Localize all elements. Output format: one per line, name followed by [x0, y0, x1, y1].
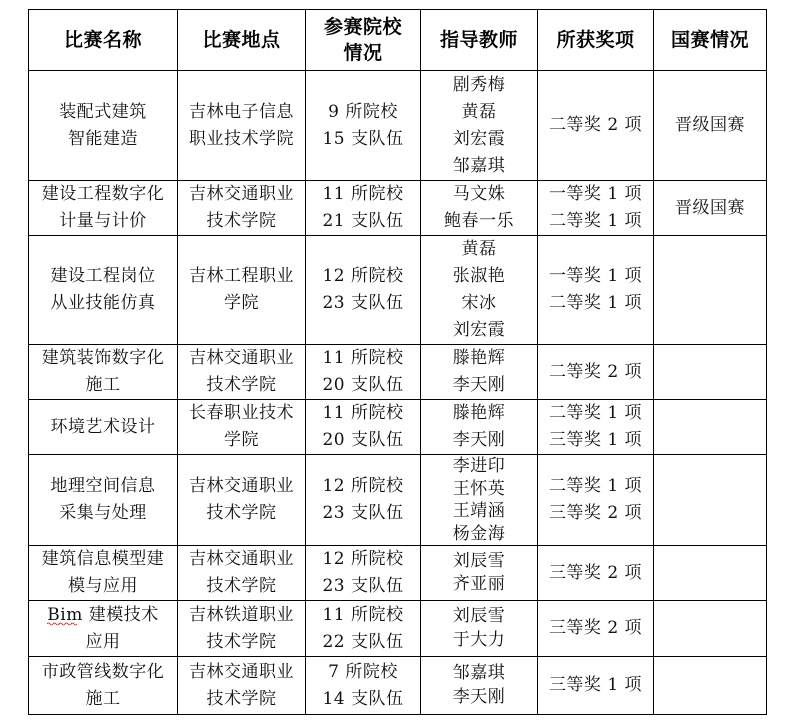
- participants-line: 11 所院校: [322, 348, 404, 368]
- participants-line: 23 支队伍: [322, 293, 404, 313]
- table-row: [29, 455, 767, 546]
- advisors-cell: [421, 657, 538, 715]
- competition-name-cell: [29, 345, 178, 400]
- venue-line: 吉林工程职业: [189, 266, 294, 286]
- advisor-name: 王怀英: [452, 478, 506, 499]
- table-row: [29, 546, 767, 601]
- competition-name-line: 建筑装饰数字化: [41, 348, 165, 368]
- participants-line: 20 支队伍: [322, 430, 404, 450]
- venue-line: 职业技术学院: [189, 128, 294, 149]
- table-row: [29, 345, 767, 400]
- header-participants: [306, 10, 421, 71]
- spellcheck-anchor: [47, 602, 158, 629]
- venue-line: 技术学院: [206, 631, 277, 652]
- award-line: 二等奖 2 项: [548, 361, 643, 382]
- participants-line: 11 所院校: [322, 604, 404, 625]
- header-label: 比赛名称: [63, 29, 142, 51]
- venue-line: 吉林交通职业: [189, 549, 294, 569]
- venue-line: 技术学院: [206, 688, 277, 709]
- national-status-cell: [654, 455, 767, 546]
- venue-line: 吉林铁道职业: [189, 604, 294, 625]
- advisor-name: 刘宏霞: [452, 128, 506, 149]
- venue-cell: [178, 236, 306, 345]
- competition-name-cell: [29, 455, 178, 546]
- award-line: 三等奖 2 项: [548, 503, 643, 523]
- awards-cell: [538, 657, 654, 715]
- header-competition-name: [29, 10, 178, 71]
- advisor-name: 李进印: [452, 456, 506, 476]
- competition-name-cell: [29, 236, 178, 345]
- advisor-name: 齐亚丽: [452, 574, 506, 594]
- award-line: 二等奖 1 项: [548, 403, 643, 423]
- advisors-cell: [421, 181, 538, 236]
- advisors-cell: [421, 400, 538, 455]
- venue-line: 技术学院: [206, 576, 277, 596]
- award-line: 三等奖 2 项: [548, 618, 643, 638]
- participants-line: 23 支队伍: [322, 576, 404, 596]
- competition-name-line: Bim 建模技术: [47, 604, 159, 625]
- national-status-cell: [654, 657, 767, 715]
- advisors-cell: [421, 455, 538, 546]
- award-line: 二等奖 2 项: [548, 115, 643, 135]
- competition-name-cell: [29, 181, 178, 236]
- advisor-name: 马文姝: [452, 184, 506, 204]
- venue-line: 技术学院: [206, 503, 277, 523]
- participants-cell: [306, 71, 421, 181]
- venue-cell: [178, 345, 306, 400]
- award-line: 三等奖 1 项: [548, 675, 643, 695]
- advisor-name: 李天刚: [452, 430, 506, 450]
- advisor-name: 黄磊: [461, 239, 497, 259]
- award-line: 一等奖 1 项: [548, 266, 643, 286]
- header-label: 指导教师: [439, 29, 518, 51]
- advisor-name: 张淑艳: [452, 266, 506, 286]
- award-line: 二等奖 1 项: [548, 293, 643, 313]
- participants-line: 11 所院校: [322, 184, 404, 204]
- national-status-cell: [654, 601, 767, 657]
- awards-cell: [538, 546, 654, 601]
- venue-line: 吉林交通职业: [189, 661, 294, 682]
- advisors-cell: [421, 236, 538, 345]
- competition-name-line: 建设工程岗位: [50, 266, 156, 286]
- header-label: 所获奖项: [556, 29, 635, 51]
- advisor-name: 鲍春一乐: [444, 211, 514, 231]
- competition-name-line: 施工: [85, 375, 121, 395]
- participants-cell: [306, 236, 421, 345]
- table-row: [29, 71, 767, 181]
- participants-line: 22 支队伍: [322, 631, 404, 652]
- advisor-name: 邹嘉琪: [452, 155, 506, 176]
- national-status-cell: [654, 345, 767, 400]
- participants-line: 12 所院校: [322, 266, 404, 286]
- participants-cell: [306, 657, 421, 715]
- advisor-name: 刘辰雪: [452, 606, 506, 626]
- advisor-name: 李天刚: [452, 375, 506, 395]
- award-line: 二等奖 1 项: [548, 476, 643, 496]
- table-row: [29, 181, 767, 236]
- national-status-cell: [654, 546, 767, 601]
- competition-name-line: 环境艺术设计: [50, 416, 156, 437]
- participants-cell: [306, 400, 421, 455]
- awards-cell: [538, 71, 654, 181]
- national-status-cell: [654, 71, 767, 181]
- competition-name-line: 智能建造: [68, 128, 138, 149]
- venue-cell: [178, 455, 306, 546]
- participants-cell: [306, 345, 421, 400]
- participants-line: 15 支队伍: [322, 128, 404, 149]
- competition-name-line: 计量与计价: [59, 211, 147, 231]
- advisors-cell: [421, 71, 538, 181]
- venue-line: 技术学院: [206, 375, 277, 395]
- competition-name-line: 装配式建筑: [59, 101, 147, 122]
- advisor-name: 黄磊: [461, 101, 497, 122]
- participants-cell: [306, 455, 421, 546]
- venue-line: 吉林交通职业: [189, 476, 294, 496]
- venue-line: 吉林交通职业: [189, 348, 294, 368]
- competition-name-cell: [29, 71, 178, 181]
- spellcheck-underline: [47, 622, 77, 626]
- national-status-cell: [654, 400, 767, 455]
- awards-cell: [538, 345, 654, 400]
- participants-line: 12 所院校: [322, 549, 404, 569]
- competition-results-table: [28, 9, 767, 715]
- venue-cell: [178, 546, 306, 601]
- competition-name-line: 应用: [85, 631, 121, 652]
- header-venue: [178, 10, 306, 71]
- competition-name-line: 地理空间信息: [50, 476, 156, 496]
- advisor-name: 邹嘉琪: [452, 663, 506, 683]
- venue-line: 学院: [224, 430, 259, 450]
- competition-name-line: 模与应用: [68, 576, 138, 596]
- advisor-name: 刘辰雪: [452, 550, 506, 571]
- participants-line: 14 支队伍: [322, 688, 404, 709]
- header-national-status: [654, 10, 767, 71]
- award-line: 三等奖 1 项: [548, 430, 643, 450]
- competition-name-line: 建设工程数字化: [41, 184, 165, 204]
- venue-line: 吉林电子信息: [189, 101, 294, 122]
- advisors-cell: [421, 601, 538, 657]
- table-row: [29, 236, 767, 345]
- participants-cell: [306, 181, 421, 236]
- award-line: 一等奖 1 项: [548, 184, 643, 204]
- advisor-name: 宋冰: [461, 293, 497, 313]
- competition-name-cell: [29, 400, 178, 455]
- participants-line: 21 支队伍: [322, 211, 404, 231]
- participants-line: 7 所院校: [328, 661, 398, 682]
- participants-line: 23 支队伍: [322, 503, 404, 523]
- table-row: [29, 601, 767, 657]
- award-line: 三等奖 2 项: [548, 562, 643, 583]
- advisors-cell: [421, 345, 538, 400]
- header-label: 国赛情况: [670, 29, 749, 51]
- header-awards: [538, 10, 654, 71]
- participants-line: 12 所院校: [322, 476, 404, 496]
- national-status: 晋级国赛: [675, 115, 745, 135]
- competition-name-cell: [29, 601, 178, 657]
- competition-name-line: 建筑信息模型建: [41, 549, 165, 569]
- national-status: 晋级国赛: [675, 197, 745, 218]
- competition-name-line: 采集与处理: [59, 503, 147, 523]
- venue-line: 技术学院: [206, 211, 277, 231]
- awards-cell: [538, 181, 654, 236]
- advisor-name: 杨金海: [452, 523, 506, 544]
- competition-name-line: 施工: [85, 688, 121, 709]
- venue-line: 长春职业技术: [189, 403, 294, 423]
- participants-line: 9 所院校: [328, 101, 398, 122]
- competition-name-cell: [29, 657, 178, 715]
- awards-cell: [538, 236, 654, 345]
- header-advisors: [421, 10, 538, 71]
- national-status-cell: [654, 236, 767, 345]
- participants-cell: [306, 601, 421, 657]
- competition-name-cell: [29, 546, 178, 601]
- advisors-cell: [421, 546, 538, 601]
- advisor-name: 刘宏霞: [452, 320, 506, 340]
- advisor-name: 王靖涵: [452, 501, 506, 521]
- venue-cell: [178, 71, 306, 181]
- advisor-name: 李天刚: [452, 686, 506, 707]
- header-label: 参赛院校: [323, 16, 402, 38]
- venue-cell: [178, 181, 306, 236]
- participants-line: 20 支队伍: [322, 375, 404, 395]
- awards-cell: [538, 455, 654, 546]
- venue-cell: [178, 400, 306, 455]
- participants-cell: [306, 546, 421, 601]
- national-status-cell: [654, 181, 767, 236]
- advisor-name: 滕艳辉: [452, 348, 506, 368]
- table-row: [29, 400, 767, 455]
- competition-name-line: 从业技能仿真: [50, 293, 156, 313]
- awards-cell: [538, 601, 654, 657]
- table-header-row: [29, 10, 767, 71]
- header-label: 比赛地点: [202, 29, 281, 51]
- table-row: [29, 657, 767, 715]
- award-line: 二等奖 1 项: [548, 211, 643, 231]
- competition-name-line: 市政管线数字化: [41, 661, 165, 682]
- header-label: 情况: [343, 42, 383, 64]
- venue-cell: [178, 657, 306, 715]
- venue-line: 学院: [224, 293, 259, 313]
- awards-cell: [538, 400, 654, 455]
- advisor-name: 于大力: [452, 629, 506, 650]
- venue-line: 吉林交通职业: [189, 184, 294, 204]
- participants-line: 11 所院校: [322, 403, 404, 423]
- advisor-name: 滕艳辉: [452, 403, 506, 423]
- competition-name-line-wrapper: [29, 602, 177, 629]
- advisor-name: 剧秀梅: [452, 74, 506, 95]
- venue-cell: [178, 601, 306, 657]
